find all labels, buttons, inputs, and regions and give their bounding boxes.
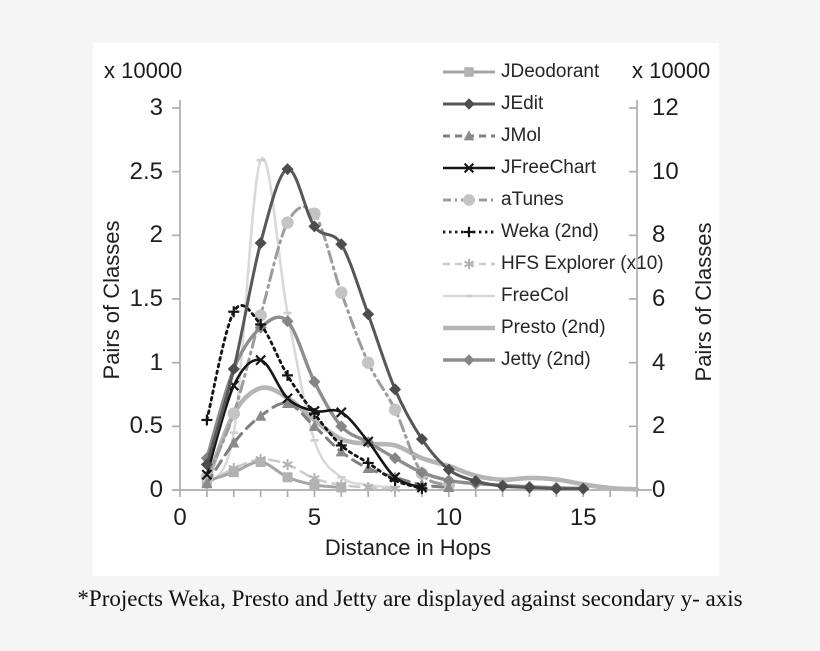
legend-label: JDeodorant [501,61,600,82]
legend [441,56,664,376]
legend-label: Weka (2nd) [501,221,599,242]
dash-marker [337,476,345,479]
legend-swatch [441,189,497,211]
dash-marker [465,295,473,298]
x-tick-label: 10 [435,504,463,531]
diamond-marker [308,376,320,388]
legend-item [441,152,664,184]
legend-item [441,216,664,248]
series-line [207,462,341,488]
left-tick-label: 1.5 [129,285,163,312]
legend-item [441,56,664,88]
legend-item [441,280,664,312]
x-tick-label: 0 [173,504,187,531]
x-tick-label: 5 [307,504,322,531]
diamond-marker [523,481,535,493]
right-axis-title: Pairs of Classes [691,222,716,382]
legend-swatch [441,285,497,307]
legend-swatch [441,61,497,83]
legend-item [441,344,664,376]
diamond-marker [463,354,474,365]
left-tick-label: 1 [149,348,163,376]
right-tick-label: 6 [652,285,666,312]
footnote: *Projects Weka, Presto and Jetty are displayed against secondary y- axis [77,586,743,611]
legend-label: Presto (2nd) [501,317,606,338]
circle-marker [362,356,374,368]
dash-marker [257,159,265,162]
left-tick-label: 2 [149,221,163,249]
diamond-marker [228,363,240,375]
legend-swatch [441,349,497,371]
diamond-marker [550,483,562,495]
dash-marker [284,312,292,315]
right-axis-multiplier: x 10000 [632,58,711,83]
dash-marker [310,439,318,442]
x-axis-title: Distance in Hops [324,535,492,560]
circle-marker [389,404,401,416]
dash-marker [230,431,238,434]
diamond-marker [463,98,474,109]
legend-item [441,120,664,152]
left-tick-label: 3 [149,94,163,121]
left-tick-label: 2.5 [129,157,163,185]
right-tick-label: 4 [652,348,666,376]
legend-swatch [441,125,497,147]
square-marker [283,472,293,482]
series-weka-2nd- [201,305,427,493]
diamond-marker [255,237,267,249]
square-marker [464,67,474,77]
diamond-marker [362,308,374,320]
x-tick-label: 15 [569,504,597,531]
legend-label: Jetty (2nd) [501,349,591,370]
legend-label: JEdit [501,93,544,114]
right-tick-label: 10 [652,157,679,185]
square-marker [336,482,346,492]
right-tick-label: 8 [652,221,666,249]
legend-label: JFreeChart [501,157,597,178]
legend-swatch [441,253,497,275]
left-axis-multiplier: x 10000 [104,58,183,83]
square-marker [229,467,239,477]
right-tick-label: 12 [652,94,679,121]
circle-marker [463,194,475,206]
square-marker [256,457,266,467]
left-axis-title: Pairs of Classes [99,220,124,380]
diamond-marker [389,383,401,395]
right-tick-label: 2 [652,412,666,440]
legend-swatch [441,157,497,179]
legend-label: JMol [501,125,542,146]
circle-marker [228,407,240,419]
legend-swatch [441,93,497,115]
legend-label: aTunes [501,189,564,210]
legend-label: FreeCol [501,285,569,306]
legend-item [441,248,664,280]
circle-marker [281,216,293,228]
legend-item [441,312,664,344]
circle-marker [335,286,347,298]
square-marker [309,480,319,490]
series-line [207,403,449,487]
legend-label: HFS Explorer (x10) [501,253,664,274]
left-tick-label: 0 [149,476,163,503]
legend-item [441,88,664,120]
left-tick-label: 0.5 [129,412,163,440]
legend-swatch [441,221,497,243]
right-tick-label: 0 [652,476,666,503]
legend-swatch [441,317,497,339]
legend-item [441,184,664,216]
